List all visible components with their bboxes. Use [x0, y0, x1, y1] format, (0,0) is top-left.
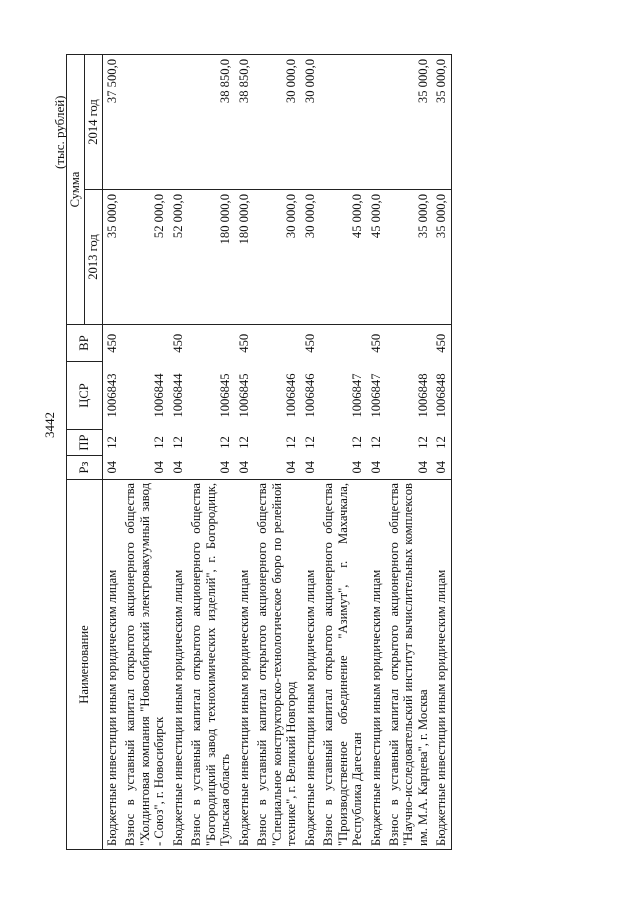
row-pr-cell: 12	[105, 436, 119, 449]
row-2014-cell: 30 000,0	[301, 54, 319, 189]
row-pr-cell: 12	[236, 436, 251, 449]
row-rz-cell: 04	[218, 460, 233, 474]
row-2013-cell: 180 000,0	[235, 190, 253, 325]
row-rz-cell: 04	[415, 460, 430, 474]
row-csr-cell: 1006847	[368, 373, 383, 418]
row-vr-cell	[253, 325, 300, 362]
row-2014-cell: 38 850,0	[235, 54, 253, 189]
row-2014-cell: 35 000,0	[432, 54, 451, 189]
table-body	[103, 54, 452, 849]
row-vr-cell: 450	[368, 333, 383, 353]
row-2014-cell	[169, 54, 187, 189]
row-rz-cell: 04	[105, 460, 119, 474]
row-csr-cell: 1006847	[350, 373, 365, 418]
row-csr-cell: 1006845	[218, 373, 233, 418]
row-2013-cell: 35 000,0	[103, 190, 122, 325]
header-rz: Рз	[67, 456, 103, 480]
row-2014-cell: 38 850,0	[187, 54, 234, 189]
row-rz-cell: 04	[350, 460, 365, 474]
row-2014-cell	[367, 54, 385, 189]
row-name-cell: Бюджетные инвестиции иным юридическим лицам	[103, 480, 122, 850]
row-vr-cell	[385, 325, 432, 362]
table-row	[121, 54, 168, 849]
table-row	[319, 54, 366, 849]
row-rz-cell: 04	[152, 460, 167, 474]
row-pr-cell: 12	[152, 436, 167, 449]
row-name-cell: Бюджетные инвестиции иным юридическим лицам	[301, 480, 319, 850]
row-pr-cell: 12	[350, 436, 365, 449]
row-2013-cell: 45 000,0	[319, 190, 366, 325]
row-2013-cell: 52 000,0	[121, 190, 168, 325]
row-name-cell: Взнос в уставный капитал открытого акционерного общества "Специальное конструкторско-технологическое бюро по релейной технике", г. Великий Новгород	[253, 480, 300, 850]
header-vr: ВР	[67, 325, 103, 362]
row-vr-cell: 450	[105, 333, 119, 353]
row-vr-cell	[319, 325, 366, 362]
table-row	[385, 54, 432, 849]
row-vr-cell: 450	[432, 325, 451, 362]
row-pr-cell: 12	[170, 436, 185, 449]
row-rz-cell: 04	[170, 460, 185, 474]
row-csr-cell: 1006845	[236, 373, 251, 418]
header-pr: ПР	[67, 430, 103, 456]
row-pr-cell: 12	[368, 436, 383, 449]
row-vr-cell: 450	[170, 333, 185, 353]
table-row	[187, 54, 234, 849]
row-csr-cell: 1006848	[432, 362, 451, 430]
row-rz-cell: 04	[368, 460, 383, 474]
header-2014: 2014 год	[85, 54, 103, 189]
row-2013-cell: 180 000,0	[187, 190, 234, 325]
table-row	[103, 54, 122, 849]
row-name-cell: Бюджетные инвестиции иным юридическим лицам	[169, 480, 187, 850]
row-2014-cell	[319, 54, 366, 189]
row-pr-cell: 12	[218, 436, 233, 449]
budget-table	[66, 54, 452, 850]
row-csr-cell: 1006846	[284, 373, 299, 418]
row-2014-cell: 30 000,0	[253, 54, 300, 189]
row-vr-cell	[121, 325, 168, 362]
header-2013: 2013 год	[85, 190, 103, 325]
row-csr-cell: 1006843	[105, 373, 119, 418]
row-name-cell: Бюджетные инвестиции иным юридическим лицам	[235, 480, 253, 850]
row-2013-cell: 35 000,0	[432, 190, 451, 325]
row-rz-cell: 04	[236, 460, 251, 474]
row-2013-cell: 30 000,0	[253, 190, 300, 325]
row-vr-cell: 450	[236, 333, 251, 353]
row-2013-cell: 30 000,0	[301, 190, 319, 325]
table-row	[169, 54, 187, 849]
header-name: Наименование	[67, 480, 103, 850]
page-number: 3442	[42, 412, 57, 438]
row-2013-cell: 52 000,0	[169, 190, 187, 325]
row-vr-cell	[187, 325, 234, 362]
row-csr-cell: 1006844	[170, 373, 185, 418]
row-rz-cell: 04	[302, 460, 317, 474]
table-row	[432, 54, 451, 849]
row-rz-cell: 04	[284, 460, 299, 474]
row-pr-cell: 12	[302, 436, 317, 449]
row-name-cell: Бюджетные инвестиции иным юридическим лицам	[367, 480, 385, 850]
row-name-cell: Взнос в уставный капитал открытого акционерного общества "Научно-исследовательский институт вычислительных комплексов им. М.А. Карцева", г. Москва	[385, 480, 432, 850]
table-row	[367, 54, 385, 849]
row-csr-cell: 1006848	[415, 373, 430, 418]
row-pr-cell: 12	[415, 436, 430, 449]
row-2013-cell: 45 000,0	[367, 190, 385, 325]
row-name-cell: Взнос в уставный капитал открытого акционерного общества "Производственное объединение "Азимут", г. Махачкала, Республика Дагестан	[319, 480, 366, 850]
row-csr-cell: 1006846	[302, 373, 317, 418]
row-name-cell: Взнос в уставный капитал открытого акционерного общества "Холдинговая компания "Новосибирский электровакуумный завод - Союз", г. Новосибирск	[121, 480, 168, 850]
row-name-cell: Взнос в уставный капитал открытого акционерного общества "Богородицкий завод технохимических изделий", г. Богородицк, Тульская область	[187, 480, 234, 850]
table-row	[253, 54, 300, 849]
row-csr-cell: 1006844	[152, 373, 167, 418]
unit-note: (тыс. рублей)	[52, 95, 67, 169]
row-2013-cell: 35 000,0	[385, 190, 432, 325]
row-2014-cell: 35 000,0	[385, 54, 432, 189]
table-row	[301, 54, 319, 849]
table-row	[235, 54, 253, 849]
row-name-cell: Бюджетные инвестиции иным юридическим лицам	[432, 480, 451, 850]
row-2014-cell	[121, 54, 168, 189]
row-pr-cell: 12	[284, 436, 299, 449]
header-csr: ЦСР	[67, 362, 103, 430]
row-2014-cell: 37 500,0	[103, 54, 122, 189]
header-sum: Сумма	[67, 54, 85, 324]
row-pr-cell: 12	[432, 430, 451, 456]
row-vr-cell: 450	[302, 333, 317, 353]
table-header	[67, 54, 103, 849]
row-rz-cell: 04	[432, 456, 451, 480]
